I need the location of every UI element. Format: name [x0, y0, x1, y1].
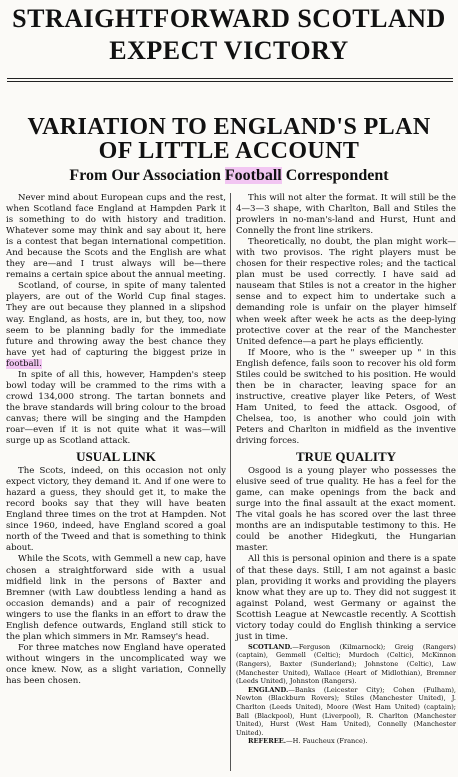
column-divider	[230, 193, 231, 771]
headline-line-1: STRAIGHTFORWARD SCOTLAND	[12, 4, 446, 33]
team-line-scotland: SCOTLAND.—Ferguson (Kilmarnock); Greig (Rangers) (captain), Gemmell (Celtic); Murdoch (Celtic), McKinnon (Rangers), Baxter (Sunderland); Johnstone (Celtic), Law (Manchester United), Wallace (Heart of Midlothian), Bremner (Leeds United), Johnston (Rangers).	[236, 642, 456, 686]
article-paragraph: This will not alter the format. It will still be the 4—3—3 shape, with Charlton, Ball and Stiles the prowlers in no-man's-land and Hurst, Hunt and Connelly the front line strikers.	[236, 193, 456, 237]
section-subhead: TRUE QUALITY	[295, 449, 397, 465]
headline-rule	[7, 78, 453, 79]
team-line-england: ENGLAND.—Banks (Leicester City); Cohen (Fulham), Newton (Blackburn Rovers); Stiles (Manchester United), J. Charlton (Leeds United), Moore (West Ham United) (captain); Ball (Blackpool), Hunt (Liverpool), R. Charlton (Manchester United), Hurst (West Ham United), Connelly (Manchester United).	[236, 685, 456, 737]
right-column	[236, 193, 456, 746]
article-paragraph: Scotland, of course, in spite of many talented players, are out of the World Cup final stages. They are out because they planned in a slipshod way. England, as hosts, are in, but they, too, now seem to be planning badly for the immediate future and throwing away the best chance they have yet had of capturing the biggest prize in football.	[6, 281, 226, 369]
byline-prefix: From Our Association	[69, 167, 225, 184]
subheadline-line-1: VARIATION TO ENGLAND'S PLAN	[27, 114, 431, 140]
article-paragraph: In spite of all this, however, Hampden's steep bowl today will be crammed to the rims with a crowd 134,000 strong. The tartan bonnets and the brave standards will bring colour to the broad canvas; there will be singing and the Hampden roar—even if it is not quite what it was—will surge up as Scotland attack.	[6, 369, 226, 447]
article-paragraph: If Moore, who is the " sweeper up " in this English defence, fails soon to recover his old form Stiles could be switched to his position. He would then be in character, leaving space for an instructive, creative player like Peters, of West Ham United, to feed the attack. Osgood, of Chelsea, too, is another who could join with Peters and Charlton in midfield as the inventive driving forces.	[236, 347, 456, 447]
article-paragraph: Theoretically, no doubt, the plan might work—with two provisos. The right players must be chosen for their respective roles; and the tactical plan must be used correctly. I have said ad nauseam that Stiles is not a creator in the higher sense and to expect him to undertake such a demanding role is unfair on the player himself when week after week he acts as the deep-lying protective cover at the rear of the Manchester United defence—a part he plays efficiently.	[236, 237, 456, 347]
article-paragraph: All this is personal opinion and there is a spate of that these days. Still, I am not against a basic plan, providing it works and providing the players know what they are up to. They did not suggest it against Poland, west Germany or against the Scottish League at Newcastle recently. A Scottish victory today could do English thinking a service just in time.	[236, 554, 456, 642]
byline-suffix: Correspondent	[281, 167, 389, 184]
byline	[0, 167, 458, 185]
left-column	[6, 193, 226, 687]
section-subhead: USUAL LINK	[76, 449, 156, 465]
headline-line-2: EXPECT VICTORY	[109, 36, 349, 65]
article-paragraph: While the Scots, with Gemmell a new cap, have chosen a straightforward side with a usual midfield link in the persons of Baxter and Bremner (with Law doubtless lending a hand as occasion demands) and a pair of recognized wingers to use the flanks in an effort to draw the English defence outwards, England still stick to the plan which simmers in Mr. Ramsey's head.	[6, 554, 226, 642]
article-paragraph: The Scots, indeed, on this occasion not only expect victory, they demand it. And if one were to hazard a guess, they should get it, to make the record books say that they will have beaten England three times on the trot at Hampden. Not since 1960, indeed, have England scored a goal north of the Tweed and that is something to think about.	[6, 466, 226, 554]
highlighted-word: football.	[6, 358, 42, 369]
headline-rule-double	[7, 81, 453, 82]
article-paragraph: Osgood is a young player who possesses the elusive seed of true quality. He has a feel for the game, can make openings from the back and surge into the final assault at the exact moment. The vital goals he has scored over the last three months are an indisputable testimony to this. He could be another Hidegkuti, the Hungarian master.	[236, 466, 456, 554]
subheadline-line-2: OF LITTLE ACCOUNT	[98, 138, 360, 164]
article-paragraph: Never mind about European cups and the rest, when Scotland face England at Hampden Park it is something to do with history and tradition. Whatever some may think and say about it, here is a contest that began international competition. And because the Scots and the English are what they are—and I trust always will be—there remains a certain spice about the annual meeting.	[6, 193, 226, 281]
byline-highlight: Football	[224, 167, 282, 184]
referee-line: REFEREE.—H. Faucheux (France).	[248, 737, 368, 746]
article-paragraph: For three matches now England have operated without wingers in the uncomplicated way we once knew. Now, as a slight variation, Connelly has been chosen.	[6, 642, 226, 686]
